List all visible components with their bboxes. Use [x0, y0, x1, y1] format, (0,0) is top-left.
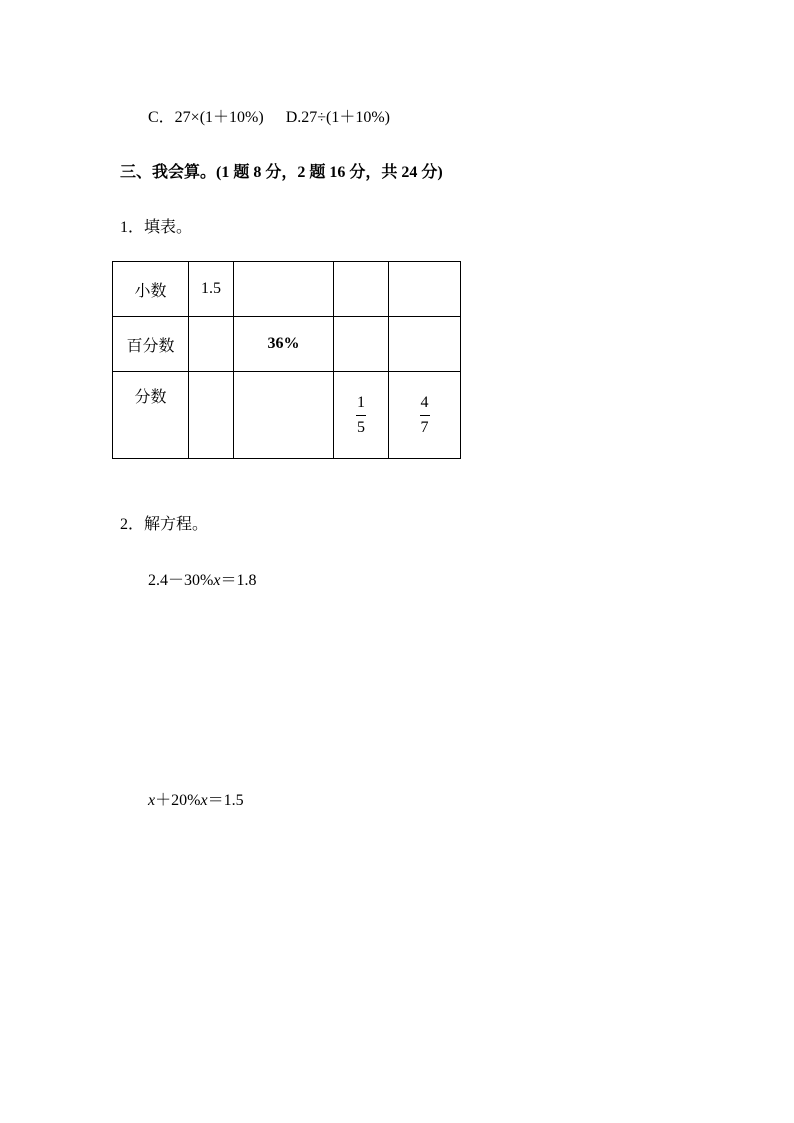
fraction-cell-4	[389, 372, 461, 459]
conversion-table	[112, 261, 461, 459]
fraction-cell-3	[334, 372, 389, 459]
equation-2-variable: x	[148, 792, 156, 809]
percent-cell-1	[189, 317, 234, 372]
decimal-cell-4	[389, 262, 461, 317]
row-header-percent: 百分数	[113, 317, 189, 372]
equation-1-left: 2.4－30%	[148, 572, 214, 589]
percent-cell-4	[389, 317, 461, 372]
decimal-cell-1: 1.5	[189, 262, 234, 317]
section-heading: 三、我会算。(1 题 8 分，2 题 16 分，共 24 分)	[120, 164, 443, 181]
fraction-numerator: 1	[356, 394, 366, 416]
equation-1-right: ＝1.8	[220, 572, 257, 589]
fraction-four-sevenths	[420, 394, 430, 437]
equation-1-variable: x	[213, 572, 221, 589]
fraction-numerator: 4	[420, 394, 430, 416]
equation-2	[148, 791, 244, 811]
row-header-decimal: 小数	[113, 262, 189, 317]
fraction-denominator: 5	[357, 418, 365, 436]
option-c: C．27×(1＋10%)	[148, 109, 264, 126]
fraction-cell-1	[189, 372, 234, 459]
table-row-percent	[113, 317, 461, 372]
percent-cell-3	[334, 317, 389, 372]
fraction-cell-2	[234, 372, 334, 459]
option-d: D.27÷(1＋10%)	[285, 109, 391, 126]
table-row-decimal	[113, 262, 461, 317]
question-1-label: 1．填表。	[120, 219, 193, 236]
equation-2-variable-2: x	[200, 792, 208, 809]
equation-2-middle: ＋20%	[155, 792, 201, 809]
decimal-cell-3	[334, 262, 389, 317]
table-row-fraction	[113, 372, 461, 459]
fraction-denominator: 7	[420, 418, 429, 436]
row-header-fraction: 分数	[113, 372, 189, 459]
percent-cell-2: 36%	[234, 317, 334, 372]
decimal-cell-2	[234, 262, 334, 317]
fraction-one-fifth	[356, 394, 366, 437]
answer-options	[148, 108, 390, 128]
question-2-label: 2．解方程。	[120, 516, 209, 533]
equation-1	[148, 571, 256, 591]
equation-2-right: ＝1.5	[207, 792, 244, 809]
